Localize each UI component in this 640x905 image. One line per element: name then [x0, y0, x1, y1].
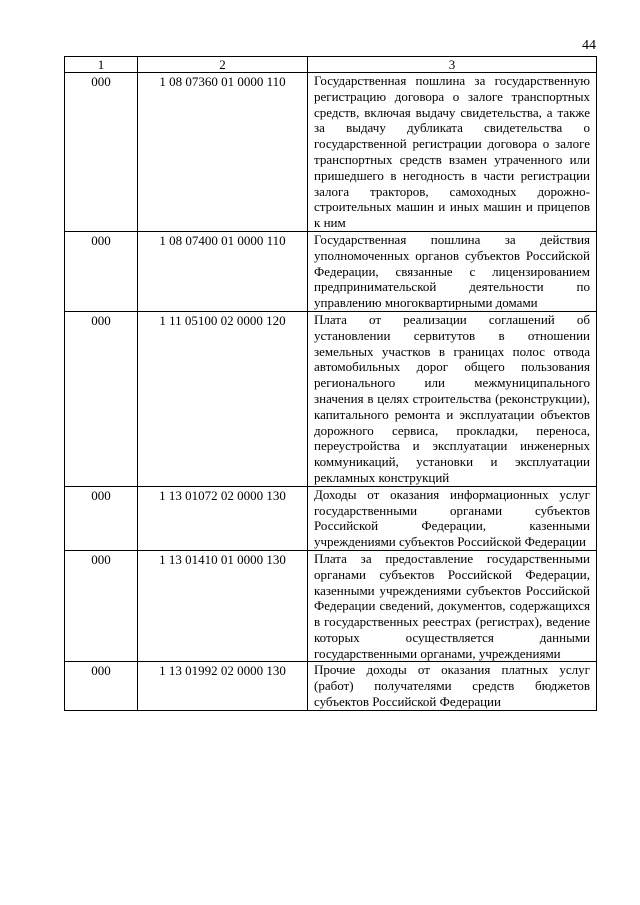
table-row	[65, 486, 597, 550]
description-cell: Прочие доходы от оказания платных услуг (работ) получателями средств бюджетов субъектов Российской Федерации	[308, 662, 597, 710]
table-row	[65, 231, 597, 311]
kbk-code-cell: 1 13 01410 01 0000 130	[138, 550, 308, 662]
column-header: 3	[308, 57, 597, 73]
column-header: 2	[138, 57, 308, 73]
kbk-code-cell: 1 11 05100 02 0000 120	[138, 311, 308, 486]
column-header: 1	[65, 57, 138, 73]
admin-code-cell: 000	[65, 550, 138, 662]
description-cell: Плата от реализации соглашений об установлении сервитутов в отношении земельных участков в границах полос отвода автомобильных дорог общего пользования регионального или межмуниципального значения в целях строительства (реконструкции), капитального ремонта и эксплуатации объектов дорожного сервиса, прокладки, переноса, переустройства и эксплуатации инженерных коммуникаций, установки и эксплуатации рекламных конструкций	[308, 311, 597, 486]
description-cell: Доходы от оказания информационных услуг государственными органами субъектов Российской Федерации, казенными учреждениями субъектов Российской Федерации	[308, 486, 597, 550]
budget-classification-table	[64, 56, 597, 711]
description-cell: Государственная пошлина за действия уполномоченных органов субъектов Российской Федерации, связанные с лицензированием предпринимательской деятельности по управлению многоквартирными домами	[308, 231, 597, 311]
admin-code-cell: 000	[65, 231, 138, 311]
admin-code-cell: 000	[65, 486, 138, 550]
kbk-code-cell: 1 13 01992 02 0000 130	[138, 662, 308, 710]
table-row	[65, 73, 597, 232]
description-cell: Плата за предоставление государственными органами субъектов Российской Федерации, казенными учреждениями субъектов Российской Федерации сведений, документов, содержащихся в государственных реестрах (регистрах), ведение которых осуществляется данными государственными органами, учреждениями	[308, 550, 597, 662]
page-number: 44	[582, 38, 596, 53]
kbk-code-cell: 1 08 07400 01 0000 110	[138, 231, 308, 311]
admin-code-cell: 000	[65, 311, 138, 486]
table-row	[65, 550, 597, 662]
kbk-code-cell: 1 08 07360 01 0000 110	[138, 73, 308, 232]
table-header-row	[65, 57, 597, 73]
admin-code-cell: 000	[65, 662, 138, 710]
kbk-code-cell: 1 13 01072 02 0000 130	[138, 486, 308, 550]
table-row	[65, 662, 597, 710]
description-cell: Государственная пошлина за государственную регистрацию договора о залоге транспортных средств, включая выдачу свидетельства, а также за выдачу дубликата свидетельства о государственной регистрации договора о залоге транспортных средств взамен утраченного или пришедшего в негодность в части регистрации залога тракторов, самоходных дорожно-строительных машин и иных машин и прицепов к ним	[308, 73, 597, 232]
admin-code-cell: 000	[65, 73, 138, 232]
table-row	[65, 311, 597, 486]
